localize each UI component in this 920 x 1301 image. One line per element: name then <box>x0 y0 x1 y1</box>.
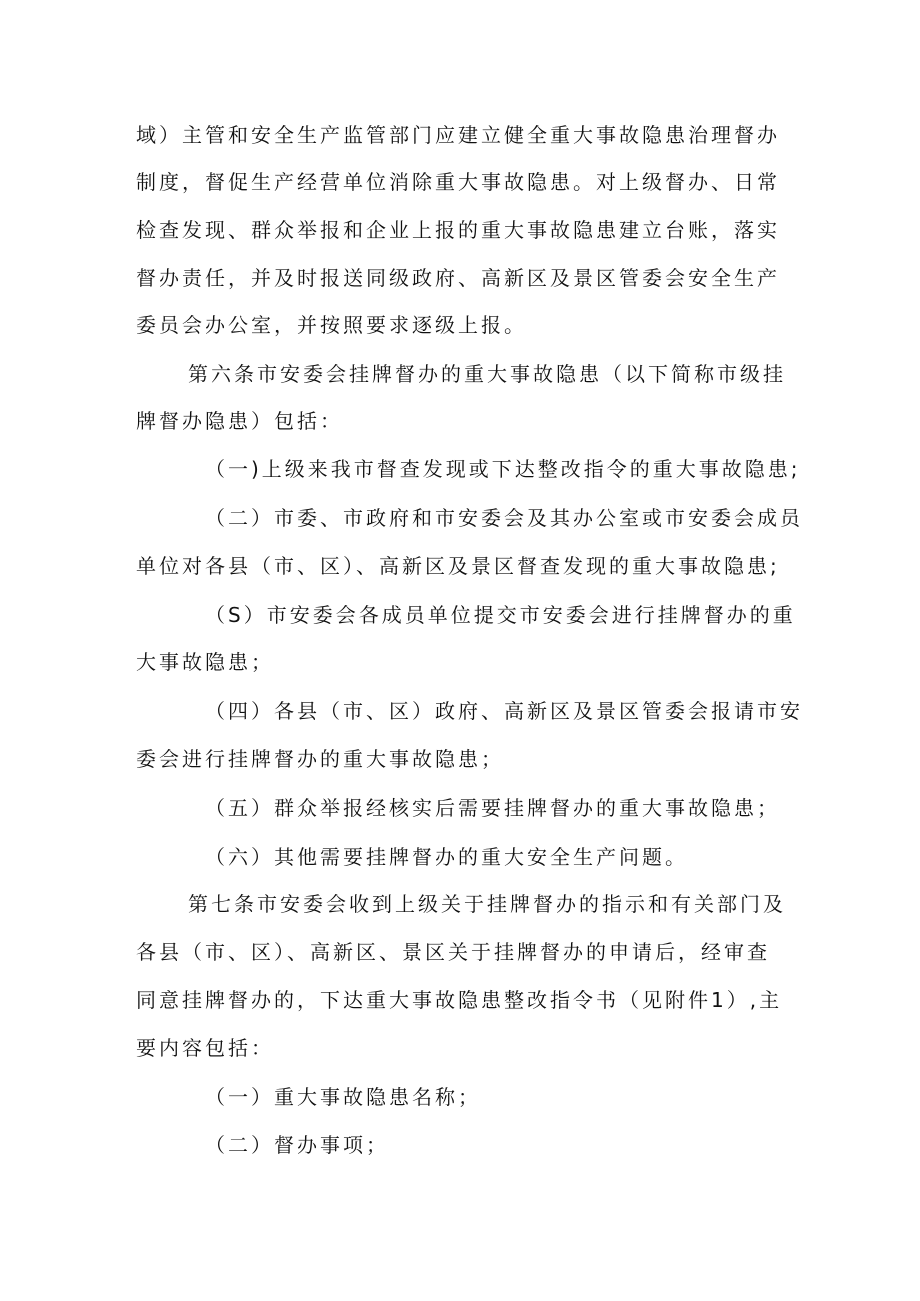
list-item: （一)上级来我市督查发现或下达整改指令的重大事故隐患; <box>205 457 801 481</box>
text-line: 督办责任，并及时报送同级政府、高新区及景区管委会安全生产 <box>136 266 780 290</box>
text-line: 域）主管和安全生产监管部门应建立健全重大事故隐患治理督办 <box>136 123 780 147</box>
text-line: 要内容包括： <box>136 1036 274 1060</box>
text-line: 大事故隐患； <box>136 650 274 674</box>
text-line: 检查发现、群众举报和企业上报的重大事故隐患建立台账，落实 <box>136 218 780 242</box>
article-heading-line: 第六条市安委会挂牌督办的重大事故隐患（以下简称市级挂 <box>188 362 786 386</box>
text-line: 牌督办隐患）包括： <box>136 409 343 433</box>
list-item: （五）群众举报经核实后需要挂牌督办的重大事故隐患； <box>205 796 780 820</box>
list-item: （六）其他需要挂牌督办的重大安全生产问题。 <box>205 845 688 869</box>
text-line: 委会进行挂牌督办的重大事故隐患； <box>136 747 504 771</box>
list-item: （S）市安委会各成员单位提交市安委会进行挂牌督办的重 <box>205 603 796 627</box>
list-item: （四）各县（市、区）政府、高新区及景区管委会报请市安 <box>205 699 803 723</box>
text-line: 同意挂牌督办的，下达重大事故隐患整改指令书（见附件1）,主 <box>136 988 783 1012</box>
text-line: 制度，督促生产经营单位消除重大事故隐患。对上级督办、日常 <box>136 170 780 194</box>
article-heading-line: 第七条市安委会收到上级关于挂牌督办的指示和有关部门及 <box>188 892 786 916</box>
text-line: 单位对各县（市、区）、高新区及景区督查发现的重大事故隐患; <box>136 554 780 578</box>
list-item: （一）重大事故隐患名称； <box>205 1085 481 1109</box>
text-line: 委员会办公室，并按照要求逐级上报。 <box>136 313 527 337</box>
list-item: （二）督办事项； <box>205 1133 389 1157</box>
text-line: 各县（市、区）、高新区、景区关于挂牌督办的申请后，经审查 <box>136 940 770 964</box>
list-item: （二）市委、市政府和市安委会及其办公室或市安委会成员 <box>205 506 803 530</box>
